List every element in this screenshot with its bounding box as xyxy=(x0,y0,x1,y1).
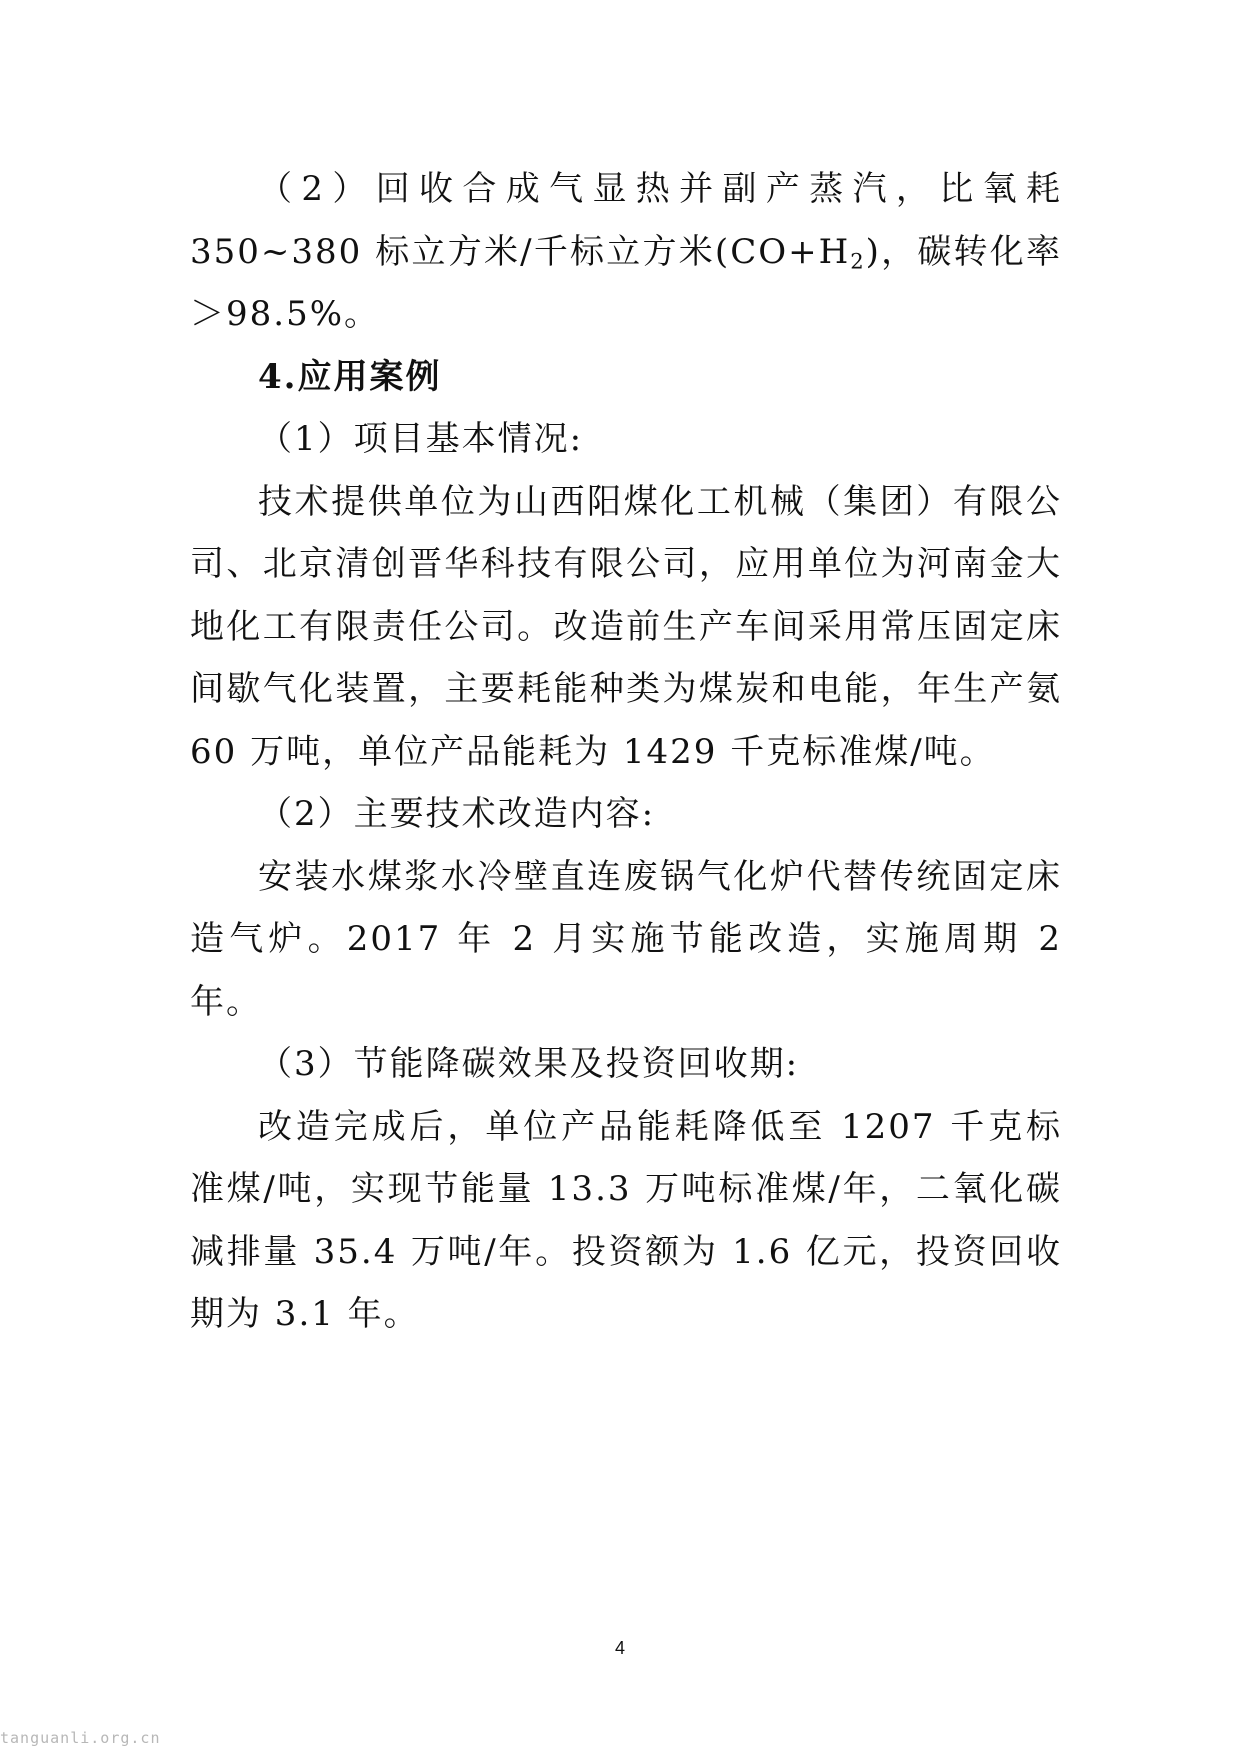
subheading-project-basics: （1）项目基本情况: xyxy=(258,419,584,459)
paragraph-energy-saving-effect: 改造完成后，单位产品能耗降低至 1207 千克标准煤/吨，实现节能量 13.3 万吨标准煤/年，二氧化碳减排量 35.4 万吨/年。投资额为 1.6 亿元，投资回收期为 3.1 年。 xyxy=(190,1106,1062,1334)
paragraph-syngas-heat-recovery xyxy=(190,158,1062,346)
page-number: 4 xyxy=(614,1638,625,1658)
paragraph-text: )，碳转化率＞98.5%。 xyxy=(190,231,1062,334)
subheading-energy-saving-effect: （3）节能降碳效果及投资回收期: xyxy=(258,1044,800,1084)
paragraph-retrofit-content: 安装水煤浆水冷壁直连废锅气化炉代替传统固定床造气炉。2017 年 2 月实施节能改造，实施周期 2 年。 xyxy=(190,856,1062,1022)
watermark: tanguanli.org.cn xyxy=(0,1729,161,1747)
subscript-2: 2 xyxy=(850,247,866,273)
subheading-retrofit-content: （2）主要技术改造内容: xyxy=(258,794,656,834)
paragraph-text: （2）回收合成气显热并副产蒸汽，比氧耗 350~380 标立方米/千标立方米(CO+H xyxy=(190,169,1062,272)
paragraph-project-basics: 技术提供单位为山西阳煤化工机械（集团）有限公司、北京清创晋华科技有限公司，应用单位为河南金大地化工有限责任公司。改造前生产车间采用常压固定床间歇气化装置，主要耗能种类为煤炭和电能，年生产氨 60 万吨，单位产品能耗为 1429 千克标准煤/吨。 xyxy=(190,481,1062,772)
document-body xyxy=(190,158,1062,1346)
section-heading-application-case: 4.应用案例 xyxy=(258,356,442,397)
